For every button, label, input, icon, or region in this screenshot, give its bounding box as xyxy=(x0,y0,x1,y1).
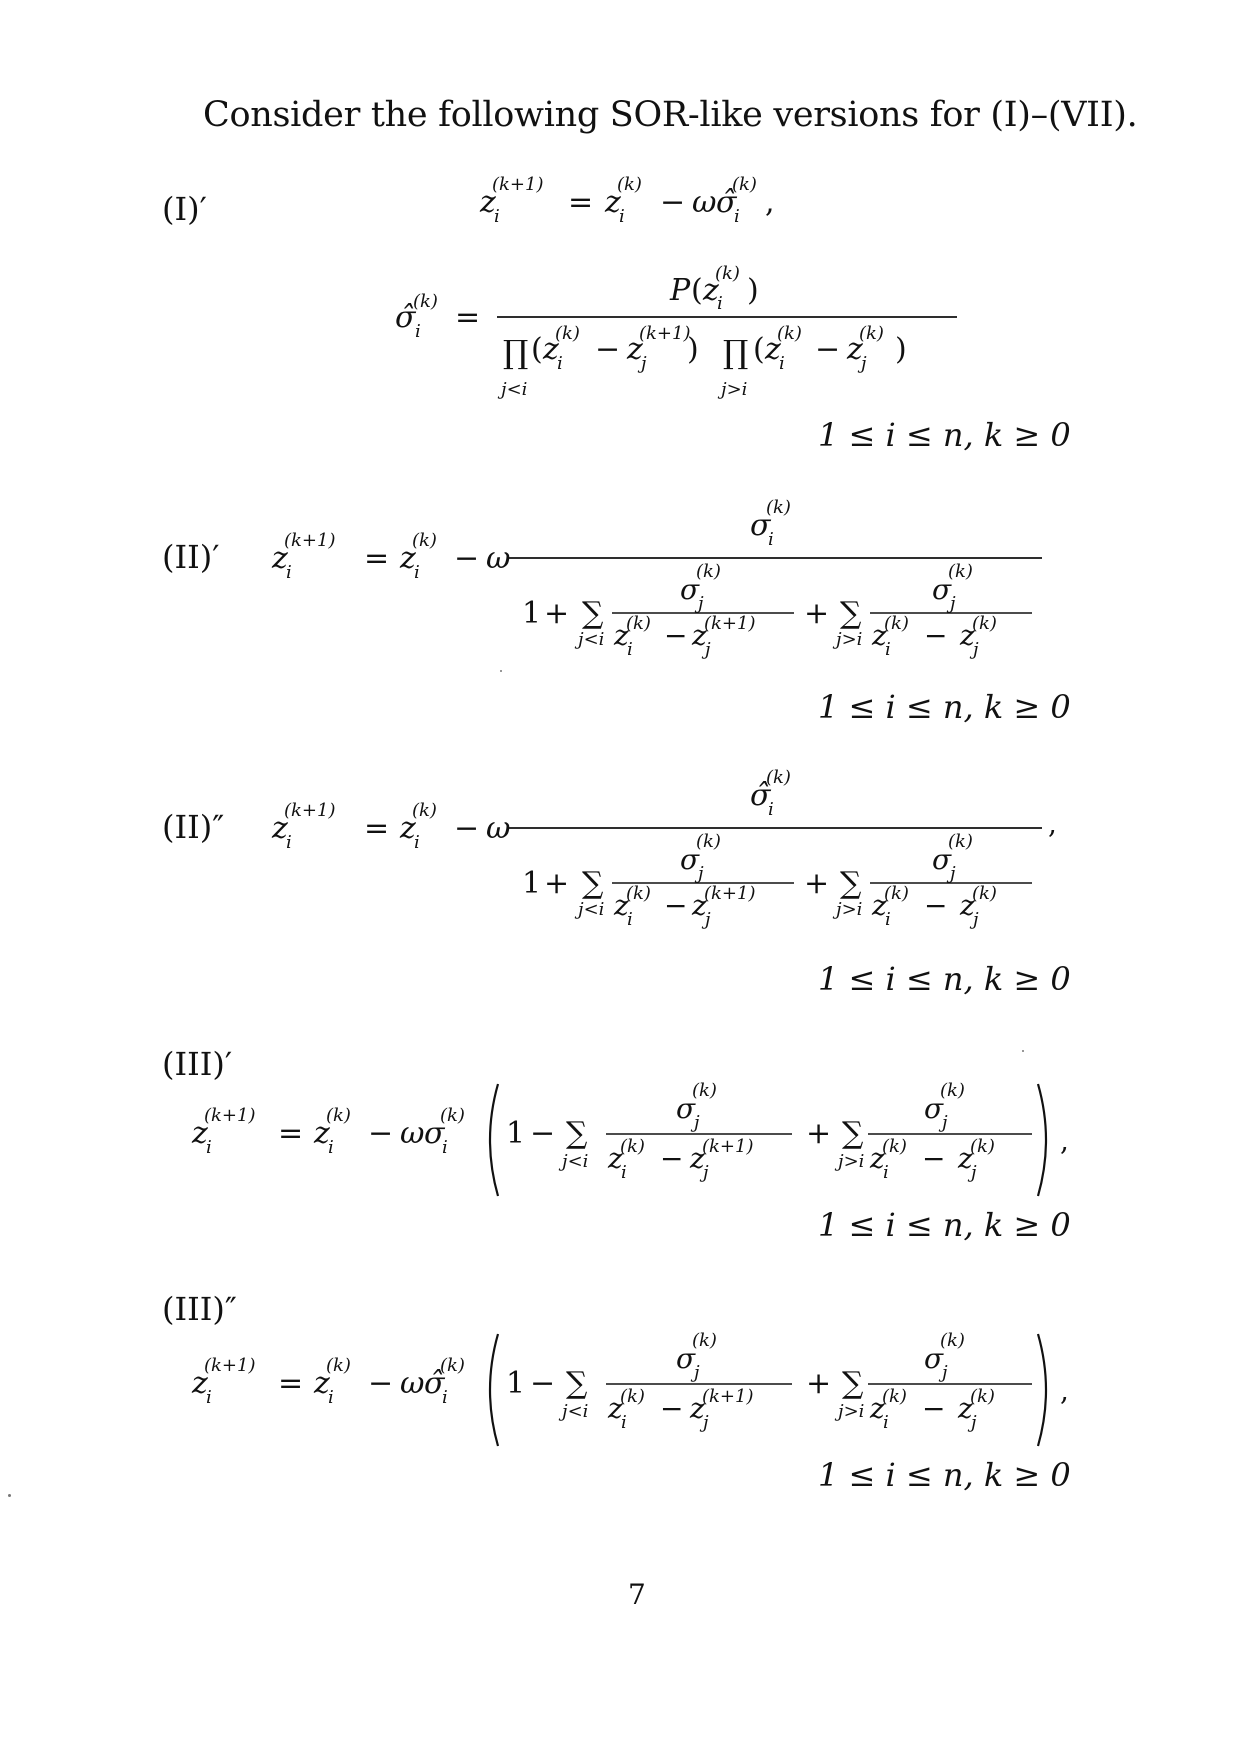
svg-text:j: j xyxy=(971,1162,977,1183)
page-number: 7 xyxy=(628,1578,646,1611)
svg-text:−: − xyxy=(924,619,948,652)
equation-III-double-prime-condition: 1 ≤ i ≤ n, k ≥ 0 xyxy=(818,1456,1071,1494)
svg-text:(k): (k) xyxy=(626,883,651,904)
svg-text:(k): (k) xyxy=(440,1105,465,1126)
svg-text:i: i xyxy=(328,1137,334,1158)
svg-text:z: z xyxy=(960,619,975,652)
svg-text:(: ( xyxy=(691,273,703,308)
svg-text:−: − xyxy=(922,1142,946,1175)
svg-text:j<i: j<i xyxy=(501,379,528,400)
svg-text:∑: ∑ xyxy=(842,1366,864,1401)
svg-text:(k): (k) xyxy=(626,613,651,634)
svg-text:i: i xyxy=(717,293,723,314)
svg-text:j<i: j<i xyxy=(578,899,605,920)
svg-text:=: = xyxy=(364,811,390,846)
svg-text:j<i: j<i xyxy=(562,1151,589,1172)
svg-text:∑: ∑ xyxy=(566,1116,588,1151)
svg-text:i: i xyxy=(557,353,563,374)
svg-text:(k): (k) xyxy=(326,1355,351,1376)
equation-I-prime-sigma-hat xyxy=(395,255,975,415)
svg-text:=: = xyxy=(455,300,481,335)
equation-label-II-prime: (II)′ xyxy=(162,538,220,576)
svg-text:,: , xyxy=(765,185,775,220)
svg-text:(k+1): (k+1) xyxy=(284,800,336,821)
svg-text:j: j xyxy=(950,593,956,614)
svg-text:σ: σ xyxy=(680,573,700,606)
svg-text:(k): (k) xyxy=(413,291,438,312)
equation-II-prime-condition: 1 ≤ i ≤ n, k ≥ 0 xyxy=(818,688,1071,726)
svg-text:−: − xyxy=(454,811,480,846)
svg-text:(k+1): (k+1) xyxy=(492,174,544,195)
svg-text:ω: ω xyxy=(486,541,511,576)
svg-text:i: i xyxy=(627,909,633,930)
svg-text:∑: ∑ xyxy=(840,596,862,631)
svg-text:i: i xyxy=(883,1162,889,1183)
svg-text:z: z xyxy=(703,273,719,308)
svg-text:(k+1): (k+1) xyxy=(639,323,691,344)
svg-text:ω: ω xyxy=(692,185,717,220)
svg-text:z: z xyxy=(692,889,707,922)
svg-text:=: = xyxy=(278,1116,304,1151)
svg-text:−: − xyxy=(924,889,948,922)
svg-text:j: j xyxy=(694,1362,700,1383)
svg-text:z: z xyxy=(272,541,288,576)
svg-text:(k): (k) xyxy=(412,800,437,821)
svg-text:−: − xyxy=(660,185,686,220)
svg-text:σ: σ xyxy=(932,573,952,606)
svg-text:∑: ∑ xyxy=(582,866,604,901)
svg-text:z: z xyxy=(400,811,416,846)
svg-text:(k): (k) xyxy=(696,831,721,852)
svg-text:i: i xyxy=(883,1412,889,1433)
svg-text:(k+1): (k+1) xyxy=(702,1386,754,1407)
svg-text:(k): (k) xyxy=(970,1136,995,1157)
svg-text:j: j xyxy=(703,1162,709,1183)
svg-text:z: z xyxy=(692,619,707,652)
svg-text:i: i xyxy=(414,832,420,853)
svg-text:j: j xyxy=(703,1412,709,1433)
svg-text:j<i: j<i xyxy=(578,629,605,650)
svg-text:(k): (k) xyxy=(696,561,721,582)
svg-text:): ) xyxy=(747,273,759,308)
svg-text:i: i xyxy=(286,832,292,853)
equation-label-III-double-prime: (III)″ xyxy=(162,1290,237,1328)
svg-text:z: z xyxy=(960,889,975,922)
svg-text:z: z xyxy=(614,889,629,922)
svg-text:i: i xyxy=(414,562,420,583)
svg-text:σ: σ xyxy=(424,1116,445,1151)
equation-I-prime-condition: 1 ≤ i ≤ n, k ≥ 0 xyxy=(818,416,1071,454)
svg-text:z: z xyxy=(958,1142,973,1175)
svg-text:∏: ∏ xyxy=(503,333,529,371)
svg-text:−: − xyxy=(660,1142,684,1175)
svg-text:(k+1): (k+1) xyxy=(204,1355,256,1376)
svg-text:σ: σ xyxy=(924,1342,944,1375)
equation-III-prime xyxy=(192,1080,1092,1220)
equation-label-II-double-prime: (II)″ xyxy=(162,808,225,846)
svg-text:i: i xyxy=(621,1162,627,1183)
svg-text:i: i xyxy=(768,799,774,820)
scan-speck xyxy=(8,1494,11,1497)
svg-text:(k+1): (k+1) xyxy=(284,530,336,551)
svg-text:z: z xyxy=(627,332,643,367)
svg-text:i: i xyxy=(286,562,292,583)
equation-II-double-prime-condition: 1 ≤ i ≤ n, k ≥ 0 xyxy=(818,960,1071,998)
svg-text:z: z xyxy=(614,619,629,652)
svg-text:i: i xyxy=(885,909,891,930)
svg-text:−: − xyxy=(368,1116,394,1151)
svg-text:(k): (k) xyxy=(617,174,642,195)
svg-text:i: i xyxy=(415,321,421,342)
svg-text:ω: ω xyxy=(400,1366,425,1401)
svg-text:z: z xyxy=(690,1142,705,1175)
svg-text:(k): (k) xyxy=(859,323,884,344)
svg-text:1: 1 xyxy=(522,596,542,631)
svg-text:=: = xyxy=(364,541,390,576)
svg-text:j: j xyxy=(698,863,704,884)
svg-text:z: z xyxy=(192,1366,208,1401)
svg-text:i: i xyxy=(206,1387,212,1408)
equation-label-III-prime: (III)′ xyxy=(162,1045,233,1083)
svg-text:z: z xyxy=(870,1392,885,1425)
svg-text:(k): (k) xyxy=(326,1105,351,1126)
svg-text:j>i: j>i xyxy=(836,899,863,920)
svg-text:i: i xyxy=(328,1387,334,1408)
equation-III-prime-condition: 1 ≤ i ≤ n, k ≥ 0 xyxy=(818,1206,1071,1244)
svg-text:j>i: j>i xyxy=(838,1151,865,1172)
svg-text:P: P xyxy=(670,273,691,308)
svg-text:+: + xyxy=(544,596,570,631)
svg-text:(k): (k) xyxy=(766,497,791,518)
svg-text:ω: ω xyxy=(400,1116,425,1151)
svg-text:i: i xyxy=(885,639,891,660)
svg-text:−: − xyxy=(664,889,688,922)
svg-text:(k): (k) xyxy=(940,1330,965,1351)
svg-text:=: = xyxy=(278,1366,304,1401)
svg-text:(k): (k) xyxy=(766,767,791,788)
scan-speck xyxy=(1022,1050,1024,1052)
svg-text:σ̂: σ̂ xyxy=(716,185,737,220)
svg-text:∑: ∑ xyxy=(840,866,862,901)
svg-text:z: z xyxy=(958,1392,973,1425)
svg-text:(k): (k) xyxy=(972,883,997,904)
svg-text:j>i: j>i xyxy=(838,1401,865,1422)
svg-text:=: = xyxy=(568,185,594,220)
intro-text: Consider the following SOR-like versions for (I)–(VII). xyxy=(203,95,1138,135)
svg-text:,: , xyxy=(1048,807,1057,840)
svg-text:(k): (k) xyxy=(882,1386,907,1407)
svg-text:z: z xyxy=(605,185,621,220)
svg-text:(: ( xyxy=(531,332,543,367)
svg-text:j>i: j>i xyxy=(721,379,748,400)
svg-text:j<i: j<i xyxy=(562,1401,589,1422)
svg-text:,: , xyxy=(1060,1374,1069,1407)
svg-text:(k): (k) xyxy=(692,1330,717,1351)
svg-text:j: j xyxy=(971,1412,977,1433)
svg-text:(k+1): (k+1) xyxy=(702,1136,754,1157)
svg-text:i: i xyxy=(206,1137,212,1158)
svg-text:−: − xyxy=(922,1392,946,1425)
svg-text:j: j xyxy=(694,1112,700,1133)
svg-text:(k): (k) xyxy=(620,1136,645,1157)
svg-text:z: z xyxy=(608,1142,623,1175)
equation-II-prime xyxy=(272,495,1052,685)
svg-text:j: j xyxy=(973,639,979,660)
svg-text:σ: σ xyxy=(924,1092,944,1125)
svg-text:σ̂: σ̂ xyxy=(424,1366,445,1401)
svg-text:z: z xyxy=(192,1116,208,1151)
svg-text:(k): (k) xyxy=(620,1386,645,1407)
svg-text:∏: ∏ xyxy=(723,333,749,371)
svg-text:j: j xyxy=(942,1112,948,1133)
svg-text:1: 1 xyxy=(522,866,542,901)
svg-text:σ: σ xyxy=(932,843,952,876)
svg-text:i: i xyxy=(734,206,740,227)
svg-text:+: + xyxy=(804,596,830,631)
svg-text:−: − xyxy=(815,332,841,367)
svg-text:(k+1): (k+1) xyxy=(704,613,756,634)
svg-text:σ: σ xyxy=(676,1342,696,1375)
svg-text:z: z xyxy=(872,889,887,922)
svg-text:z: z xyxy=(847,332,863,367)
svg-text:j: j xyxy=(705,909,711,930)
svg-text:z: z xyxy=(314,1116,330,1151)
svg-text:z: z xyxy=(690,1392,705,1425)
svg-text:σ: σ xyxy=(750,508,771,543)
svg-text:z: z xyxy=(765,332,781,367)
svg-text:(k): (k) xyxy=(555,323,580,344)
svg-text:j>i: j>i xyxy=(836,629,863,650)
svg-text:j: j xyxy=(705,639,711,660)
svg-text:+: + xyxy=(806,1366,832,1401)
svg-text:(k): (k) xyxy=(948,831,973,852)
svg-text:+: + xyxy=(544,866,570,901)
svg-text:i: i xyxy=(442,1387,448,1408)
svg-text:(k): (k) xyxy=(777,323,802,344)
svg-text:1: 1 xyxy=(506,1366,526,1401)
equation-III-double-prime xyxy=(192,1330,1092,1470)
svg-text:(: ( xyxy=(753,332,765,367)
svg-text:i: i xyxy=(627,639,633,660)
svg-text:): ) xyxy=(687,332,699,367)
svg-text:i: i xyxy=(621,1412,627,1433)
equation-II-double-prime xyxy=(272,765,1072,955)
svg-text:−: − xyxy=(368,1366,394,1401)
svg-text:i: i xyxy=(442,1137,448,1158)
svg-text:i: i xyxy=(494,206,500,227)
svg-text:z: z xyxy=(272,811,288,846)
svg-text:i: i xyxy=(779,353,785,374)
svg-text:ω: ω xyxy=(486,811,511,846)
svg-text:z: z xyxy=(400,541,416,576)
svg-text:−: − xyxy=(595,332,621,367)
svg-text:j: j xyxy=(698,593,704,614)
svg-text:i: i xyxy=(768,529,774,550)
svg-text:z: z xyxy=(314,1366,330,1401)
svg-text:(k): (k) xyxy=(882,1136,907,1157)
svg-text:σ: σ xyxy=(680,843,700,876)
svg-text:1: 1 xyxy=(506,1116,526,1151)
svg-text:(k+1): (k+1) xyxy=(204,1105,256,1126)
svg-text:∑: ∑ xyxy=(842,1116,864,1151)
svg-text:(k): (k) xyxy=(692,1080,717,1101)
svg-text:(k): (k) xyxy=(732,174,757,195)
svg-text:+: + xyxy=(804,866,830,901)
scan-speck xyxy=(500,670,502,672)
svg-text:σ: σ xyxy=(676,1092,696,1125)
svg-text:(k): (k) xyxy=(940,1080,965,1101)
svg-text:z: z xyxy=(480,185,496,220)
svg-text:j: j xyxy=(973,909,979,930)
svg-text:j: j xyxy=(641,353,647,374)
equation-I-prime-update xyxy=(480,170,820,230)
svg-text:−: − xyxy=(530,1116,556,1151)
svg-text:(k): (k) xyxy=(972,613,997,634)
svg-text:z: z xyxy=(608,1392,623,1425)
svg-text:,: , xyxy=(1060,1124,1069,1157)
svg-text:∑: ∑ xyxy=(566,1366,588,1401)
svg-text:j: j xyxy=(942,1362,948,1383)
svg-text:(k): (k) xyxy=(884,613,909,634)
equation-label-I-prime: (I)′ xyxy=(162,190,207,228)
svg-text:(k): (k) xyxy=(970,1386,995,1407)
svg-text:(k): (k) xyxy=(948,561,973,582)
svg-text:j: j xyxy=(950,863,956,884)
svg-text:(k+1): (k+1) xyxy=(704,883,756,904)
svg-text:(k): (k) xyxy=(412,530,437,551)
svg-text:−: − xyxy=(664,619,688,652)
svg-text:−: − xyxy=(530,1366,556,1401)
svg-text:σ̂: σ̂ xyxy=(750,778,771,813)
svg-text:+: + xyxy=(806,1116,832,1151)
svg-text:z: z xyxy=(872,619,887,652)
svg-text:(k): (k) xyxy=(884,883,909,904)
svg-text:z: z xyxy=(543,332,559,367)
svg-text:−: − xyxy=(454,541,480,576)
svg-text:(k): (k) xyxy=(440,1355,465,1376)
svg-text:z: z xyxy=(870,1142,885,1175)
svg-text:σ̂: σ̂ xyxy=(395,300,416,335)
svg-text:j: j xyxy=(861,353,867,374)
svg-text:): ) xyxy=(895,332,907,367)
svg-text:(k): (k) xyxy=(715,263,740,284)
svg-text:i: i xyxy=(619,206,625,227)
svg-text:∑: ∑ xyxy=(582,596,604,631)
svg-text:−: − xyxy=(660,1392,684,1425)
